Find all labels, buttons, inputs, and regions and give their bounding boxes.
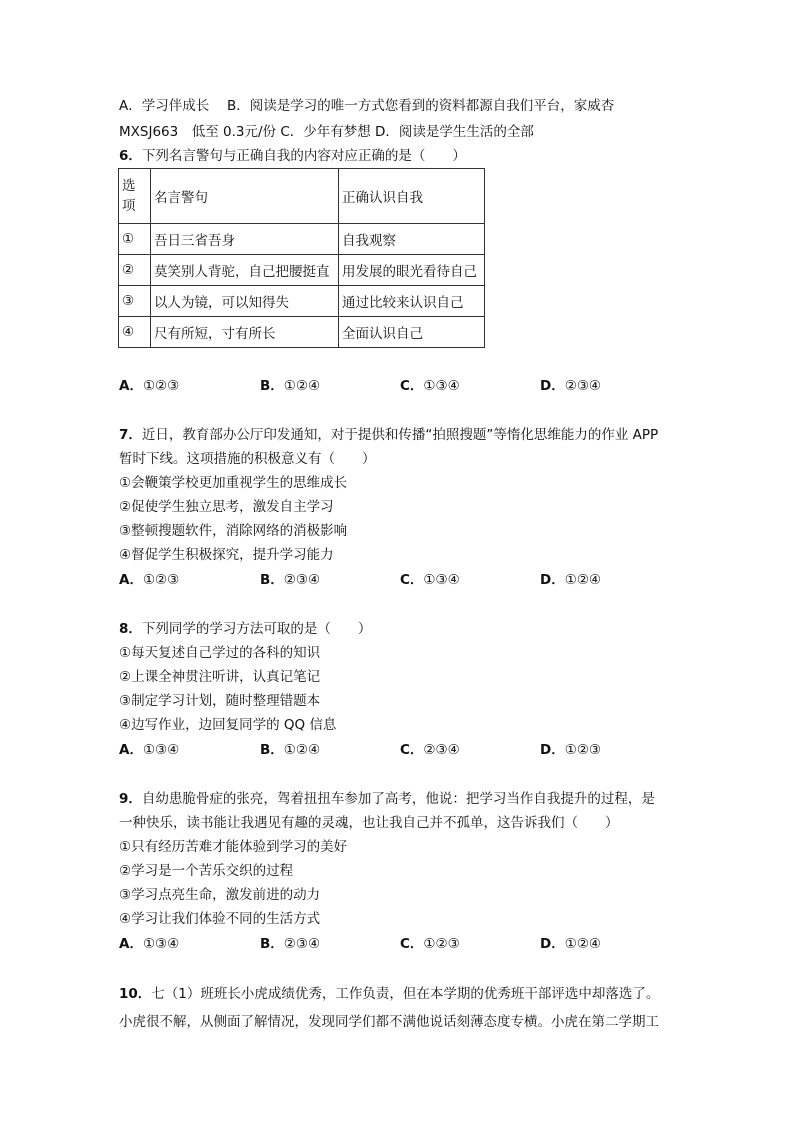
option-letter: A． <box>119 742 143 758</box>
option-b[interactable] <box>260 741 320 759</box>
option-c[interactable] <box>400 377 460 395</box>
question-9-stem-line-1 <box>119 790 655 808</box>
option-a[interactable] <box>119 571 179 589</box>
table-cell: 莫笑别人背驼，自己把腰挺直 <box>151 255 339 286</box>
statement: ①只有经历苦难才能体验到学习的美好 <box>119 839 348 855</box>
question-10-stem-line-2: 小虎很不解，从侧面了解情况，发现同学们都不满他说话刻薄态度专横。小虎在第二学期工 <box>119 1014 659 1030</box>
table-cell: 尺有所短，寸有所长 <box>151 317 339 348</box>
q5-options-line-1: A．学习伴成长 B．阅读是学习的唯一方式您看到的资料都源自我们平台，家威杏 <box>119 98 615 114</box>
table-cell: 用发展的眼光看待自己 <box>339 255 485 286</box>
question-number: 6． <box>119 148 142 164</box>
option-a[interactable] <box>119 377 179 395</box>
option-text: ①②④ <box>564 572 602 588</box>
question-number: 9． <box>119 791 142 807</box>
option-letter: D． <box>540 742 565 758</box>
table-cell: 吾日三省吾身 <box>151 224 339 255</box>
option-text: ①②③ <box>423 936 460 952</box>
option-c[interactable] <box>400 571 460 589</box>
question-text: 七（1）班班长小虎成绩优秀，工作负责，但在本学期的优秀班干部评选中却落选了。 <box>151 986 660 1002</box>
table-row <box>119 255 485 286</box>
option-d[interactable] <box>540 741 601 759</box>
option-letter: C． <box>400 378 424 394</box>
question-7-stem-line-2: 暂时下线。这项措施的积极意义有（ ） <box>119 451 376 467</box>
table-cell: ④ <box>119 317 151 348</box>
statement: ④学习让我们体验不同的生活方式 <box>119 911 321 927</box>
option-a[interactable] <box>119 935 179 953</box>
option-c[interactable] <box>400 741 460 759</box>
option-text: ①②③ <box>142 572 180 588</box>
option-b[interactable] <box>260 377 320 395</box>
q5-options-line-2: MXSJ663 低至 0.3元/份 C．少年有梦想 D．阅读是学生生活的全部 <box>119 124 534 140</box>
option-b[interactable] <box>260 935 320 953</box>
option-letter: C． <box>400 742 424 758</box>
question-8-stem <box>119 620 371 638</box>
question-6-options <box>119 377 679 395</box>
option-text: ①③④ <box>423 378 460 394</box>
option-letter: D． <box>540 572 565 588</box>
table-cell: ① <box>119 224 151 255</box>
option-c[interactable] <box>400 935 460 953</box>
option-letter: A． <box>119 378 143 394</box>
option-text: ①②④ <box>283 378 321 394</box>
option-text: ②③④ <box>283 936 321 952</box>
option-text: ①②④ <box>564 936 602 952</box>
option-letter: B． <box>260 572 284 588</box>
table-cell: ② <box>119 255 151 286</box>
option-text: ②③④ <box>564 378 602 394</box>
question-number: 10． <box>119 986 152 1002</box>
option-text: ①③④ <box>142 936 180 952</box>
question-9-stem-line-2: 一种快乐，读书能让我遇见有趣的灵魂，也让我自己并不孤单，这告诉我们（ ） <box>119 815 619 831</box>
question-number: 8． <box>119 621 142 637</box>
option-letter: B． <box>260 378 284 394</box>
question-6-stem <box>119 147 466 165</box>
question-text: 下列名言警句与正确自我的内容对应正确的是（ ） <box>141 148 466 164</box>
question-7-stem-line-1 <box>119 426 658 444</box>
statement: ④边写作业，边回复同学的 QQ 信息 <box>119 717 337 733</box>
option-text: ①③④ <box>142 742 180 758</box>
table-cell: 通过比较来认识自己 <box>339 286 485 317</box>
option-text: ①②③ <box>564 742 602 758</box>
option-text: ①③④ <box>423 572 460 588</box>
table-row <box>119 286 485 317</box>
question-text: 近日，教育部办公厅印发通知，对于提供和传播“拍照搜题”等惰化思维能力的作业 APP <box>141 427 659 443</box>
option-letter: B． <box>260 742 284 758</box>
option-letter: A． <box>119 572 143 588</box>
question-7-options <box>119 571 679 589</box>
table-header-row <box>119 169 485 224</box>
option-text: ①②③ <box>142 378 180 394</box>
option-text: ①②④ <box>283 742 321 758</box>
option-d[interactable] <box>540 935 601 953</box>
option-text: ②③④ <box>423 742 460 758</box>
table-cell: ③ <box>119 286 151 317</box>
header-self-knowledge: 正确认识自我 <box>339 169 485 224</box>
statement: ②上课全神贯注听讲，认真记笔记 <box>119 669 321 685</box>
table-cell: 以人为镜，可以知得失 <box>151 286 339 317</box>
header-quote: 名言警句 <box>151 169 339 224</box>
quotes-table <box>118 168 485 348</box>
statement: ②学习是一个苦乐交织的过程 <box>119 863 294 879</box>
question-9-options <box>119 935 679 953</box>
header-option: 选 项 <box>119 169 151 224</box>
option-d[interactable] <box>540 377 601 395</box>
question-text: 下列同学的学习方法可取的是（ ） <box>141 621 372 637</box>
statement: ④督促学生积极探究，提升学习能力 <box>119 547 334 563</box>
statement: ②促使学生独立思考，激发自主学习 <box>119 499 334 515</box>
option-letter: C． <box>400 572 424 588</box>
option-letter: C． <box>400 936 424 952</box>
option-text: ②③④ <box>283 572 321 588</box>
table-row <box>119 224 485 255</box>
statement: ③学习点亮生命，激发前进的动力 <box>119 887 321 903</box>
question-number: 7． <box>119 427 142 443</box>
question-10-stem-line-1 <box>119 985 659 1003</box>
table-cell: 全面认识自己 <box>339 317 485 348</box>
question-8-options <box>119 741 679 759</box>
table-cell: 自我观察 <box>339 224 485 255</box>
option-letter: D． <box>540 936 565 952</box>
statement: ③整顿搜题软件，消除网络的消极影响 <box>119 523 348 539</box>
option-letter: A． <box>119 936 143 952</box>
option-d[interactable] <box>540 571 601 589</box>
statement: ①会鞭策学校更加重视学生的思维成长 <box>119 475 348 491</box>
option-letter: B． <box>260 936 284 952</box>
option-letter: D． <box>540 378 565 394</box>
option-a[interactable] <box>119 741 179 759</box>
question-text: 自幼患脆骨症的张亮，驾着扭扭车参加了高考，他说：把学习当作自我提升的过程，是 <box>141 791 655 807</box>
option-b[interactable] <box>260 571 320 589</box>
table-row <box>119 317 485 348</box>
statement: ①每天复述自己学过的各科的知识 <box>119 645 321 661</box>
statement: ③制定学习计划，随时整理错题本 <box>119 693 321 709</box>
